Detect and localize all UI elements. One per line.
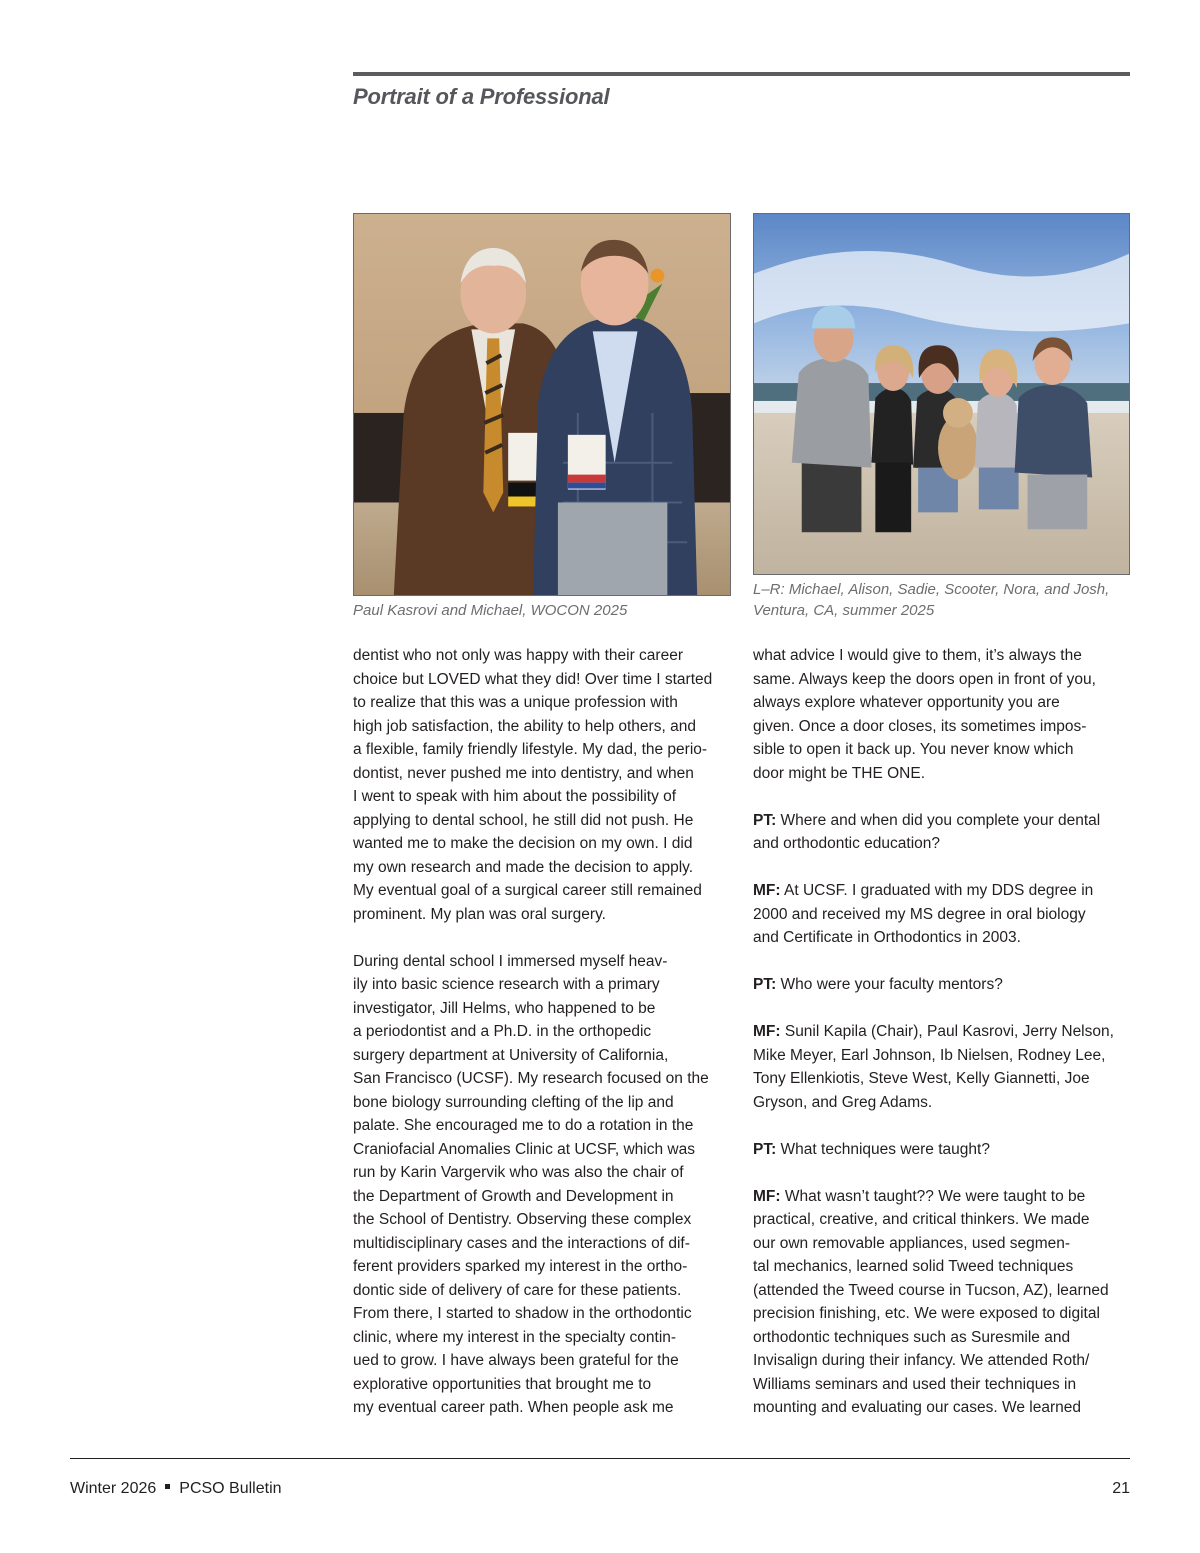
text-line: Williams seminars and used their techniques in <box>753 1375 1077 1393</box>
text-line: door might be THE ONE. <box>753 764 926 782</box>
article-column-right <box>753 644 1131 1443</box>
text-line: choice but LOVED what they did! Over time I started <box>353 670 713 688</box>
text-line: ued to grow. I have always been grateful for the <box>353 1352 679 1369</box>
text-line: dentist who not only was happy with their career <box>353 647 683 664</box>
text-line: given. Once a door closes, its sometimes impos- <box>753 717 1087 735</box>
text-line: (attended the Tweed course in Tucson, AZ), learned <box>753 1281 1109 1299</box>
text-line: investigator, Jill Helms, who happened to be <box>353 999 656 1017</box>
text-line: My eventual goal of a surgical career still remained <box>353 882 702 899</box>
text-line: what advice I would give to them, it’s always the <box>753 647 1082 664</box>
footer-rule <box>70 1458 1130 1459</box>
speaker-label: PT: <box>753 1140 777 1158</box>
text-line: the Department of Growth and Development in <box>353 1187 674 1205</box>
question-text: What techniques were taught? <box>776 1140 990 1158</box>
text-line <box>753 973 1131 997</box>
text-line: During dental school I immersed myself heav- <box>353 952 668 970</box>
text-line: clinic, where my interest in the specialty contin- <box>353 1328 677 1346</box>
text-line: Gryson, and Greg Adams. <box>753 1093 933 1111</box>
text-line: From there, I started to shadow in the orthodontic <box>353 1305 692 1322</box>
text-line: to realize that this was a unique profession with <box>353 694 678 711</box>
text-line: tal mechanics, learned solid Tweed techniques <box>753 1258 1074 1275</box>
footer-publication <box>70 1480 282 1498</box>
footer-issue: Winter 2026 <box>70 1480 157 1497</box>
article-paragraph <box>353 950 731 1420</box>
right-photo-caption <box>753 579 1133 621</box>
interview-answer <box>753 1020 1131 1114</box>
text-line: palate. She encouraged me to do a rotation in the <box>353 1117 694 1134</box>
text-line <box>753 879 1131 903</box>
interview-answer <box>753 1185 1131 1420</box>
text-line: dontic side of delivery of care for these patients. <box>353 1281 682 1299</box>
conference-photo <box>353 213 731 596</box>
answer-text: What wasn’t taught?? We were taught to be <box>780 1187 1086 1205</box>
text-line: a periodontist and a Ph.D. in the orthopedic <box>353 1023 652 1040</box>
family-beach-photo <box>753 213 1130 575</box>
right-caption-line: Ventura, CA, summer 2025 <box>753 602 935 619</box>
interview-answer <box>753 879 1131 950</box>
text-line: 2000 and received my MS degree in oral biology <box>753 905 1086 923</box>
text-line: wanted me to make the decision on my own. I did <box>353 835 693 852</box>
right-caption-line: L–R: Michael, Alison, Sadie, Scooter, Nora, and Josh, <box>753 581 1110 598</box>
text-line: San Francisco (UCSF). My research focused on the <box>353 1070 709 1087</box>
question-text: Where and when did you complete your dental <box>776 811 1101 829</box>
text-line: and Certificate in Orthodontics in 2003. <box>753 929 1021 946</box>
text-line: our own removable appliances, used segmen- <box>753 1234 1071 1252</box>
interview-question <box>753 1138 1131 1162</box>
text-line <box>753 1020 1131 1044</box>
text-line: always explore whatever opportunity you are <box>753 694 1060 711</box>
text-line: applying to dental school, he still did not push. He <box>353 811 694 829</box>
text-line <box>753 1138 1131 1162</box>
page-number: 21 <box>1112 1480 1130 1497</box>
family-beach-photo-illustration <box>754 214 1129 574</box>
text-line: same. Always keep the doors open in front of you, <box>753 670 1096 688</box>
text-line: surgery department at University of California, <box>353 1046 669 1064</box>
text-line: my own research and made the decision to apply. <box>353 858 694 876</box>
text-line: orthodontic techniques such as Suresmile and <box>753 1328 1071 1346</box>
speaker-label: MF: <box>753 882 781 899</box>
text-line: precision finishing, etc. We were exposed to digital <box>753 1305 1100 1322</box>
text-line: high job satisfaction, the ability to help others, and <box>353 717 696 735</box>
section-title: Portrait of a Professional <box>353 84 610 109</box>
square-bullet-icon <box>165 1484 170 1489</box>
text-line: and orthodontic education? <box>753 835 941 852</box>
interview-question <box>753 973 1131 997</box>
text-line: dontist, never pushed me into dentistry, and when <box>353 764 694 782</box>
text-line: I went to speak with him about the possibility of <box>353 788 677 805</box>
text-line: a flexible, family friendly lifestyle. My dad, the perio- <box>353 741 708 758</box>
text-line: explorative opportunities that brought me to <box>353 1375 652 1393</box>
article-column-left <box>353 644 731 1443</box>
article-paragraph <box>353 644 731 926</box>
text-line: prominent. My plan was oral surgery. <box>353 905 606 923</box>
answer-text: At UCSF. I graduated with my DDS degree in <box>780 882 1094 899</box>
answer-text: Sunil Kapila (Chair), Paul Kasrovi, Jerry Nelson, <box>780 1023 1114 1040</box>
header-rule <box>353 72 1130 76</box>
text-line: the School of Dentistry. Observing these complex <box>353 1211 692 1228</box>
speaker-label: MF: <box>753 1023 781 1040</box>
text-line <box>753 1185 1131 1209</box>
text-line: ferent providers sparked my interest in the ortho- <box>353 1258 688 1275</box>
article-paragraph <box>753 644 1131 785</box>
speaker-label: PT: <box>753 976 777 993</box>
text-line: Mike Meyer, Earl Johnson, Ib Nielsen, Rodney Lee, <box>753 1046 1106 1064</box>
text-line: sible to open it back up. You never know which <box>753 741 1074 758</box>
speaker-label: PT: <box>753 811 777 829</box>
text-line: practical, creative, and critical thinkers. We made <box>753 1211 1090 1228</box>
text-line: ily into basic science research with a primary <box>353 976 660 993</box>
conference-photo-illustration <box>354 214 730 595</box>
speaker-label: MF: <box>753 1187 781 1205</box>
left-photo-caption: Paul Kasrovi and Michael, WOCON 2025 <box>353 602 628 619</box>
text-line: Invisalign during their infancy. We attended Roth/ <box>753 1352 1090 1369</box>
text-line: my eventual career path. When people ask me <box>353 1399 674 1416</box>
text-line: bone biology surrounding clefting of the lip and <box>353 1093 674 1111</box>
footer-publication-name: PCSO Bulletin <box>179 1480 282 1497</box>
text-line <box>753 809 1131 833</box>
text-line: Craniofacial Anomalies Clinic at UCSF, which was <box>353 1140 695 1158</box>
interview-question <box>753 809 1131 856</box>
text-line: run by Karin Vargervik who was also the chair of <box>353 1164 684 1181</box>
text-line: Tony Ellenkiotis, Steve West, Kelly Giannetti, Joe <box>753 1070 1090 1087</box>
text-line: mounting and evaluating our cases. We learned <box>753 1399 1082 1416</box>
text-line: multidisciplinary cases and the interactions of dif- <box>353 1234 690 1252</box>
question-text: Who were your faculty mentors? <box>776 976 1003 993</box>
